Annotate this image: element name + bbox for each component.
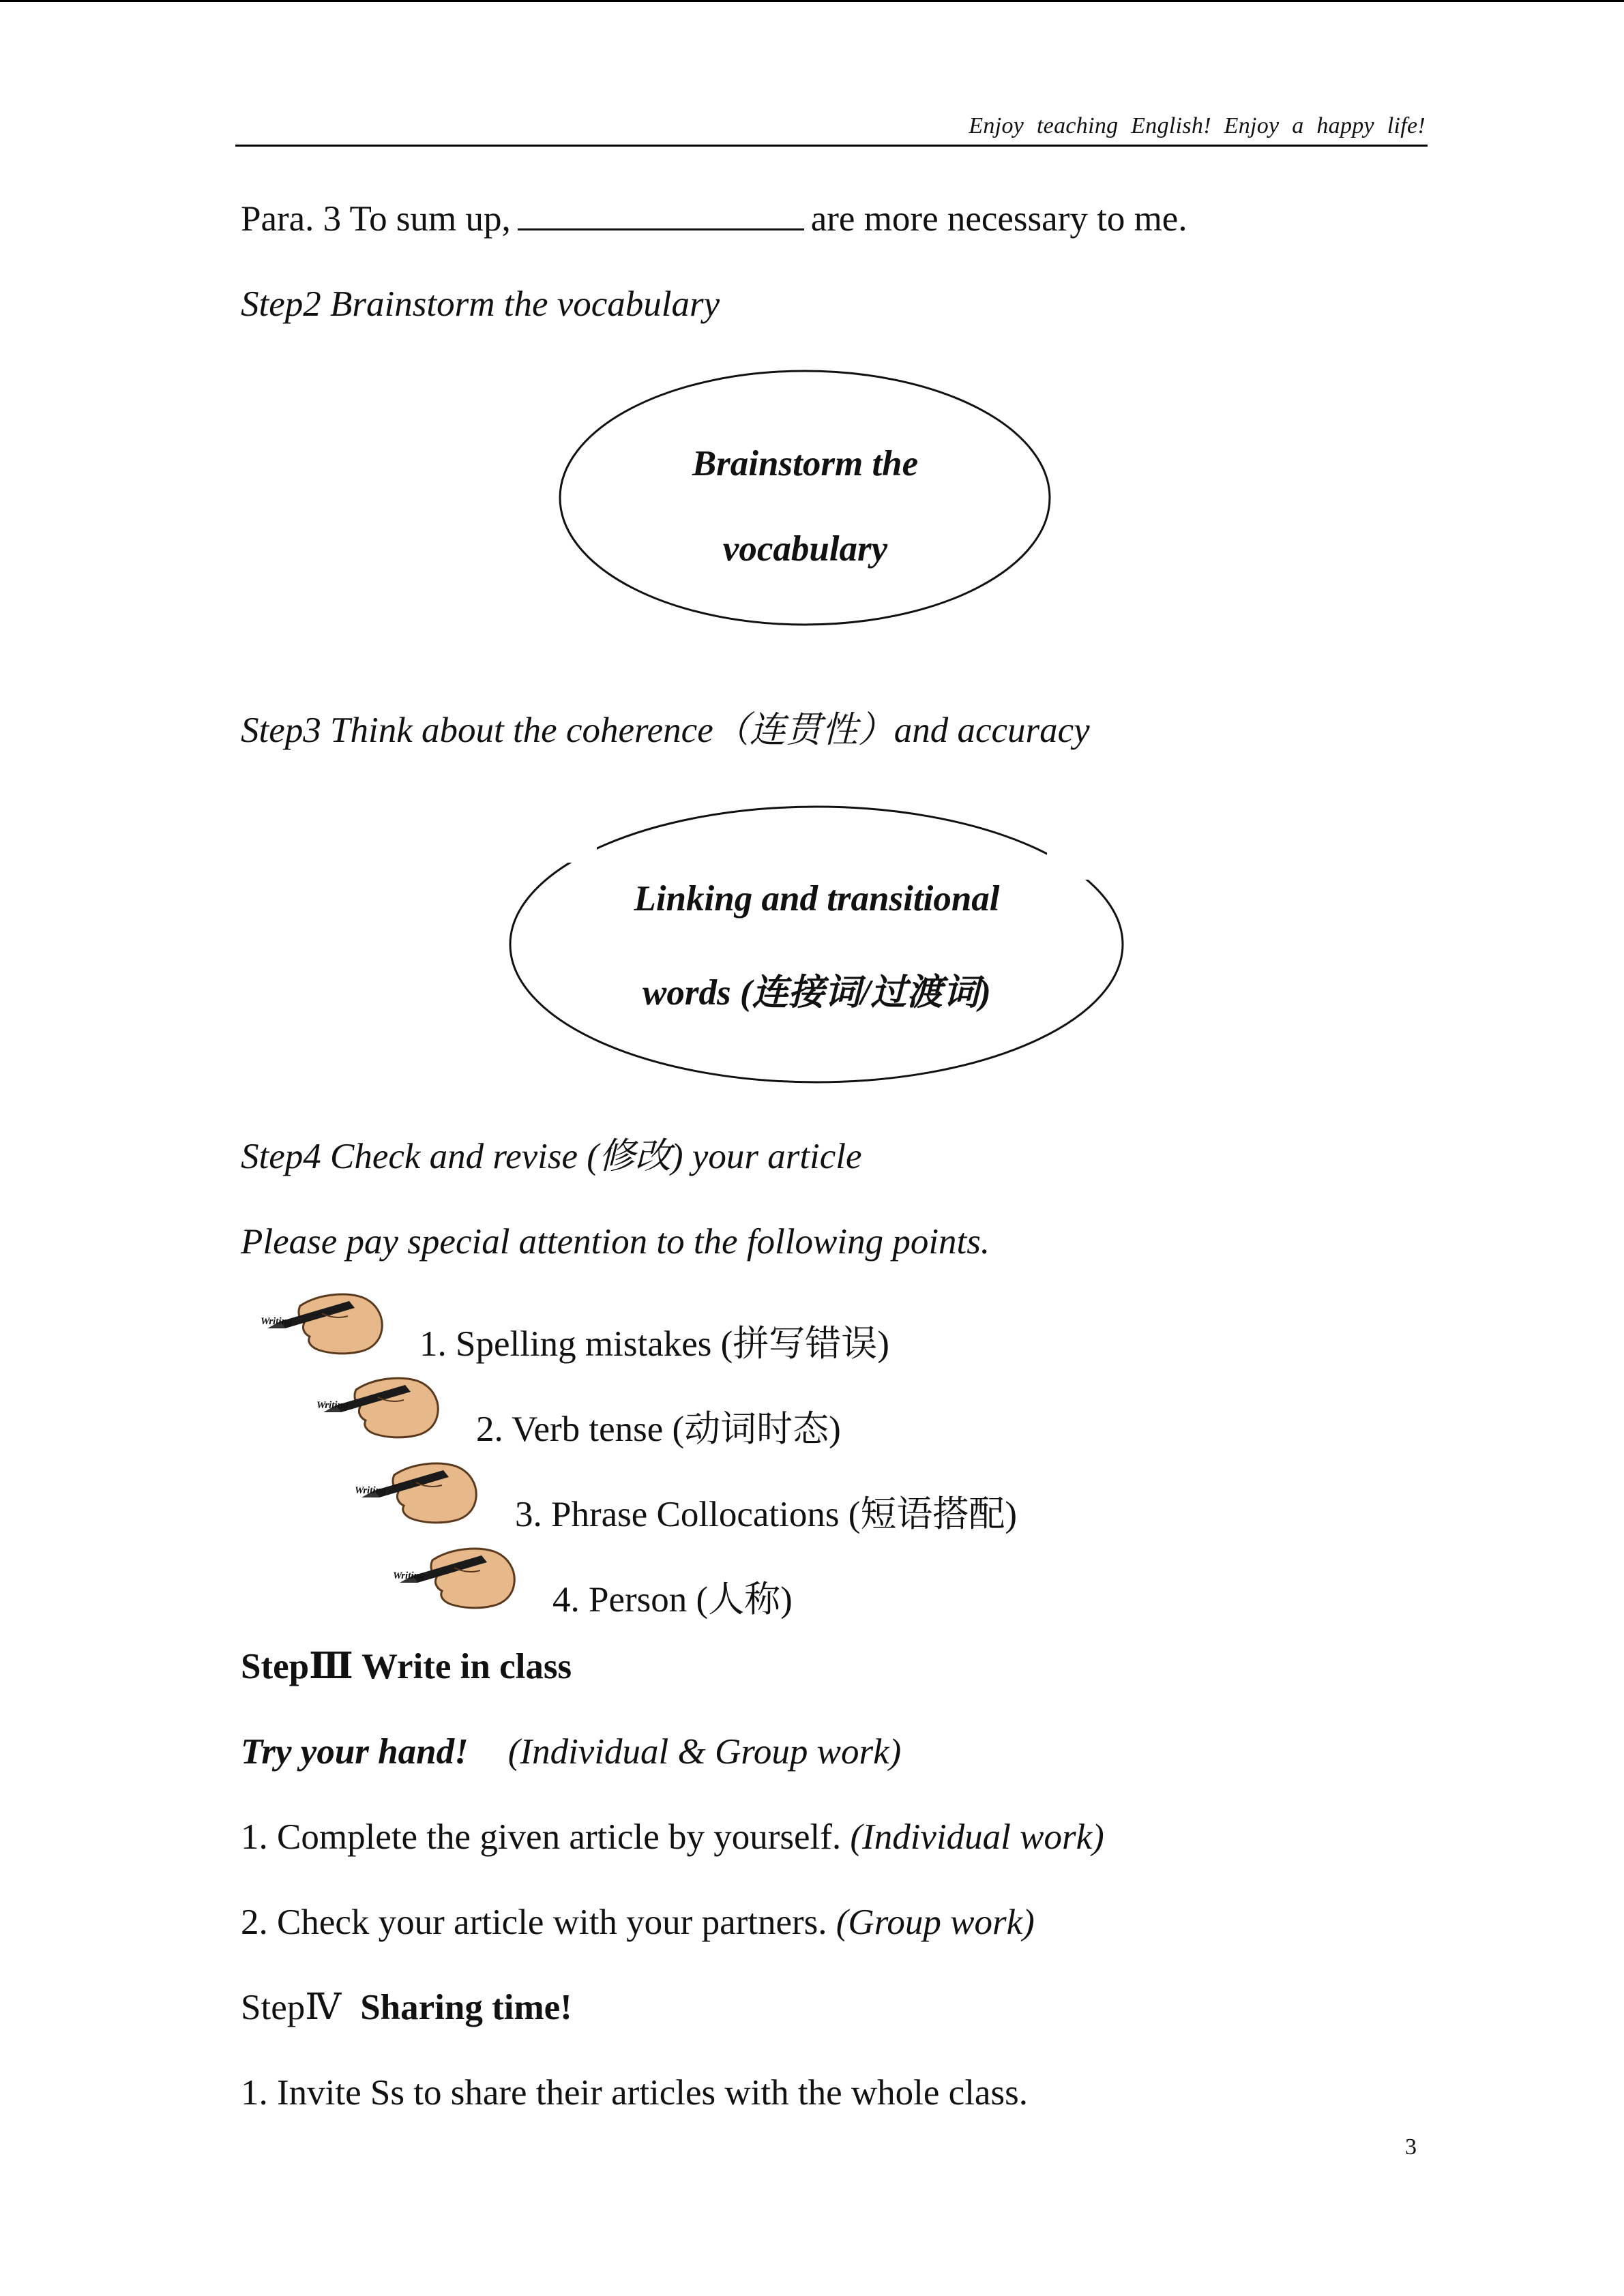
task-2 [241,1901,1035,1945]
step-iv-prefix: StepⅣ [241,1988,342,2027]
step4-title: Step4 Check and revise (修改) your article [241,1137,862,1176]
step-iv-title: Sharing time! [360,1988,572,2027]
icon-caption: Writing [316,1400,349,1411]
para3-line [241,198,1187,241]
brainstorm-ellipse [558,368,1052,627]
step-iv-line [241,1986,572,2030]
step2-title: Step2 Brainstorm the vocabulary [241,284,720,324]
task-1-text: 1. Complete the given article by yourself. [241,1817,842,1857]
brainstorm-ellipse-shape [558,368,1052,627]
try-your-hand-line [241,1731,901,1774]
point-4: 4. Person (人称) [552,1580,793,1620]
icon-caption: Writing [393,1570,425,1581]
para3-prefix: Para. 3 To sum up, [241,199,511,239]
linking-words-ellipse-shape [508,805,1125,1084]
page-number: 3 [1405,2134,1417,2160]
try-your-hand-bold: Try your hand! [241,1732,469,1772]
step3-title: Step3 Think about the coherence（连贯性）and accuracy [241,711,1090,750]
point-3: 3. Phrase Collocations (短语搭配) [515,1495,1018,1534]
linking-label-line1: Linking and transitional [634,879,1000,919]
step-iii-title: StepⅢ Write in class [241,1647,572,1686]
header-tagline: Enjoy teaching English! Enjoy a happy life! [969,113,1426,138]
step4-instruction: Please pay special attention to the following points. [241,1222,990,1262]
writing-hand-icon [353,1458,479,1526]
para3-suffix: are more necessary to me. [810,199,1187,239]
brainstorm-label-line1: Brainstorm the [692,444,919,483]
brainstorm-label-line2: vocabulary [722,529,888,569]
task-3: 1. Invite Ss to share their articles with the whole class. [241,2073,1028,2113]
header-rule [235,145,1428,147]
try-your-hand-note: (Individual & Group work) [507,1732,902,1772]
icon-caption: Writing [261,1316,293,1327]
task-1 [241,1816,1104,1860]
writing-hand-icon [392,1543,518,1611]
page-top-border [0,0,1624,2]
task-1-note: (Individual work) [850,1817,1104,1857]
icon-caption: Writing [355,1485,387,1496]
point-2: 2. Verb tense (动词时态) [476,1410,841,1449]
linking-label-line2: words (连接词/过渡词) [643,973,991,1013]
linking-words-ellipse [508,805,1125,1084]
writing-hand-icon [259,1289,385,1357]
writing-hand-icon [315,1373,441,1441]
task-2-note: (Group work) [836,1903,1035,1942]
task-2-text: 2. Check your article with your partners. [241,1903,827,1942]
fill-in-blank [518,198,804,230]
point-1: 1. Spelling mistakes (拼写错误) [419,1324,889,1364]
